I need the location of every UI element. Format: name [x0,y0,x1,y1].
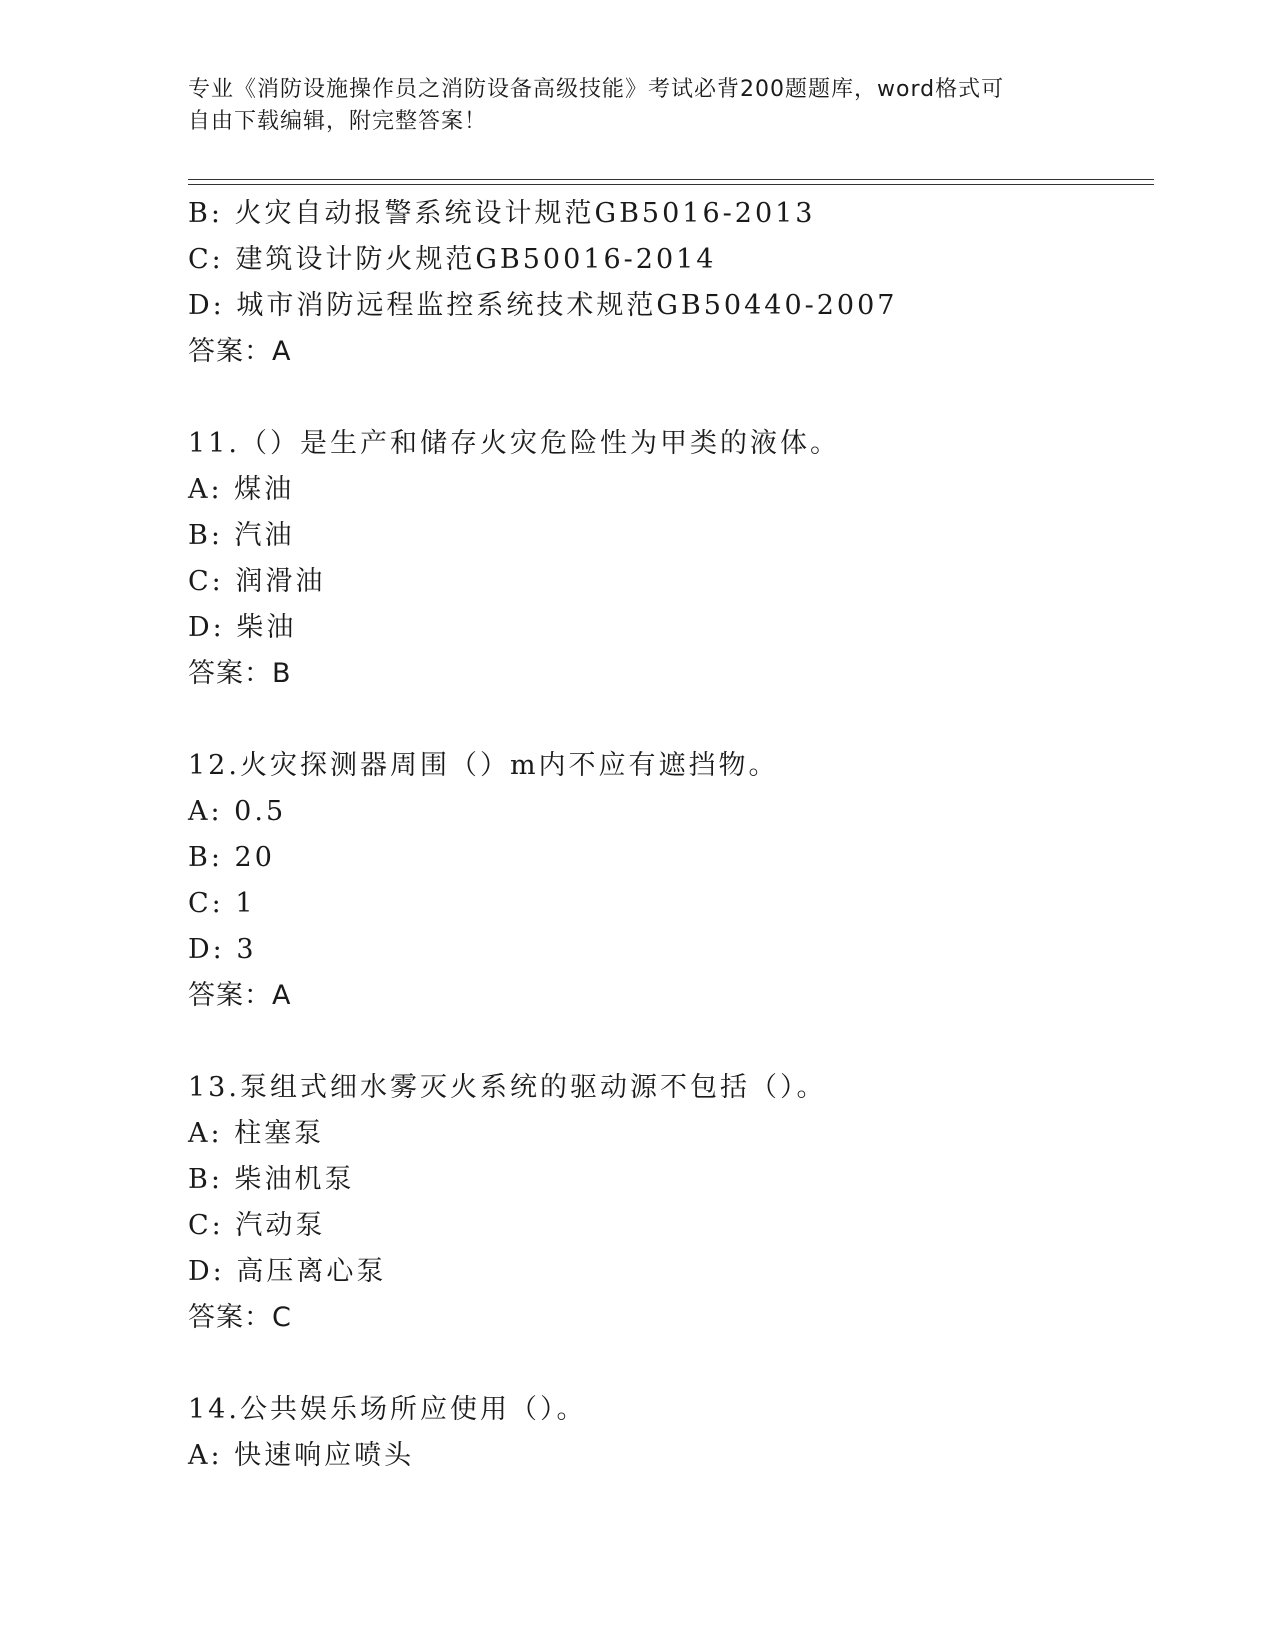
option-a: A: 0.5 [188,796,287,827]
option-c: C: 1 [188,888,256,919]
header-divider-top [188,179,1154,180]
option-c: C: 建筑设计防火规范GB50016-2014 [188,244,717,275]
header-line-2: 自由下载编辑，附完整答案！ [188,109,488,134]
option-d: D: 城市消防远程监控系统技术规范GB50440-2007 [188,290,898,321]
question-13 [188,1065,1148,1341]
question-12 [188,743,1148,1019]
header-line-1: 专业《消防设施操作员之消防设备高级技能》考试必背200题题库，word格式可 [188,77,1005,102]
question-title: 11.（）是生产和储存火灾危险性为甲类的液体。 [188,428,840,459]
option-a: A: 柱塞泵 [188,1118,325,1149]
option-a: A: 煤油 [188,474,295,505]
option-b: B: 汽油 [188,520,295,551]
prev-question [188,191,1148,375]
option-b: B: 20 [188,842,275,873]
answer-line: 答案：B [188,658,292,689]
question-11 [188,421,1148,697]
option-b: B: 柴油机泵 [188,1164,355,1195]
document-header [188,74,1088,138]
option-d: D: 柴油 [188,612,297,643]
question-title: 12.火灾探测器周围（）m内不应有遮挡物。 [188,750,779,781]
question-title: 14.公共娱乐场所应使用（）。 [188,1394,587,1425]
question-14 [188,1387,1148,1479]
answer-line: 答案：A [188,336,292,367]
option-c: C: 润滑油 [188,566,326,597]
option-d: D: 3 [188,934,257,965]
header-divider-bottom [188,184,1154,185]
answer-line: 答案：A [188,980,292,1011]
option-a: A: 快速响应喷头 [188,1440,415,1471]
answer-line: 答案：C [188,1302,292,1333]
option-b: B: 火灾自动报警系统设计规范GB5016-2013 [188,198,816,229]
option-d: D: 高压离心泵 [188,1256,387,1287]
question-title: 13.泵组式细水雾灭火系统的驱动源不包括（）。 [188,1072,827,1103]
question-content [188,191,1148,1479]
option-c: C: 汽动泵 [188,1210,326,1241]
